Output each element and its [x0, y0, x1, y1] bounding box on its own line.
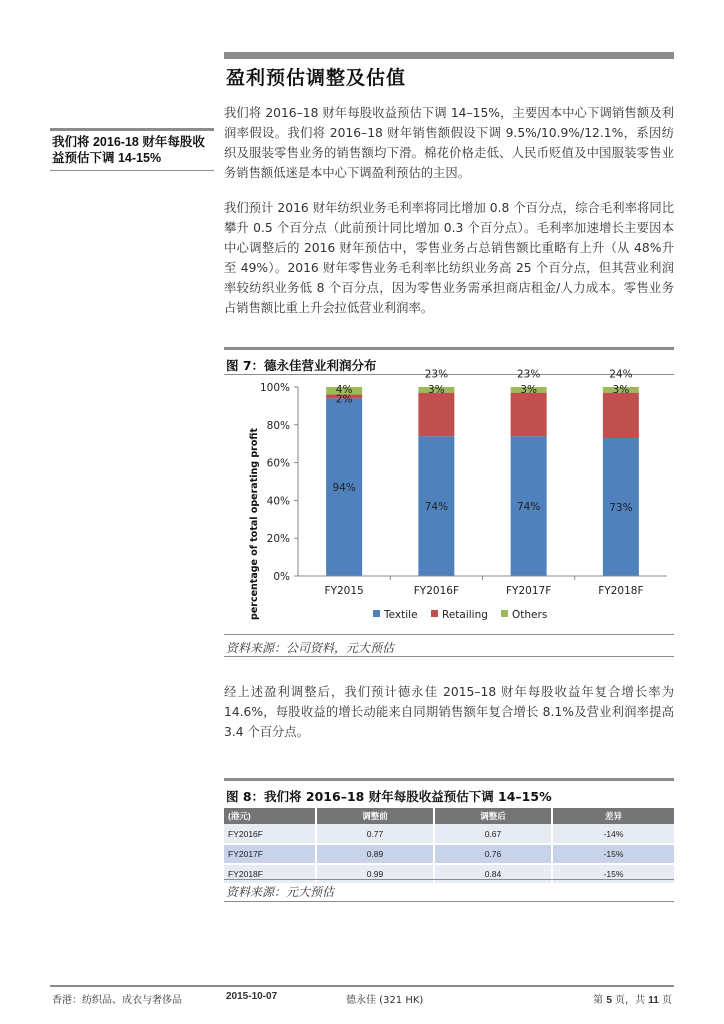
data-label: 23% [516, 368, 541, 381]
legend-label-textile: Textile [384, 609, 418, 621]
table-header-row [224, 808, 674, 824]
bar-retailing-fy2017f [511, 393, 547, 436]
data-label: 23% [424, 368, 449, 381]
bar-retailing-fy2016f [418, 393, 454, 436]
table-cell-diff: -15% [552, 864, 674, 884]
footer-sector: 香港：纺织品、成衣与奢侈品 [52, 995, 182, 1006]
figure7-chart [224, 368, 674, 632]
y-tick-label: 40% [266, 495, 290, 508]
x-tick-label: FY2018F [598, 585, 644, 597]
table-row [224, 864, 674, 884]
y-tick-label: 80% [266, 419, 290, 432]
table-cell-year: FY2017F [224, 844, 316, 864]
table-cell-before: 0.77 [316, 824, 434, 844]
figure7-source: 资料来源：公司资料，元大预估 [226, 641, 395, 655]
legend-swatch-textile [373, 610, 380, 617]
table-cell-after: 0.67 [434, 824, 552, 844]
sidenote-top-rule [50, 128, 214, 131]
data-label: 74% [516, 501, 541, 514]
legend-label-retailing: Retailing [442, 609, 488, 621]
data-label: 74% [424, 501, 449, 514]
y-tick-label: 20% [266, 533, 290, 546]
data-label: 24% [609, 368, 633, 381]
y-tick-label: 60% [266, 457, 290, 470]
figure7-source-rule [224, 656, 674, 657]
data-label: 3% [612, 384, 630, 396]
data-label: 94% [332, 482, 356, 495]
table-cell-diff: -14% [552, 824, 674, 844]
sidenote: 我们将 2016-18 财年每股收益预估下调 14-15% [52, 135, 205, 165]
section-title: 盈利预估调整及估值 [226, 67, 407, 89]
table-row [224, 844, 674, 864]
paragraph-2: 我们预计 2016 财年纺织业务毛利率将同比增加 0.8 个百分点，综合毛利率将同比攀升 0.5 个百分点（此前预计同比增加 0.3 个百分点）。毛利率加速增长主要因本中心调整后的 2016 财年预估中，零售业务占总销售额比重略有上升（从 48%升至 49%）。2016 财年零售业务毛利率比纺织业务高 25 个百分点，但其营业利润率较纺织业务低 8 个百分点，因为零售业务需承担商店租金/人力成本。零售业务占销售额比重上升会拉低营业利润率。 [224, 201, 674, 315]
footer-page-number [593, 991, 672, 1006]
footer-date: 2015-10-07 [226, 991, 278, 1002]
data-label: 3% [428, 384, 445, 396]
table-cell-before: 0.99 [316, 864, 434, 884]
footer-page-suffix: 页 [658, 995, 672, 1006]
table-cell-after: 0.76 [434, 844, 552, 864]
x-tick-label: FY2015 [324, 585, 364, 597]
data-label: 3% [520, 384, 537, 396]
eps-revision-table [224, 808, 674, 885]
paragraph-1: 我们将 2016–18 财年每股收益预估下调 14–15%，主要因本中心下调销售额及利润率假设。我们将 2016–18 财年销售额假设下调 9.5%/10.9%/12.1%，系因纺织及服装零售业务的销售额均下滑。棉花价格走低、人民币贬值及中国服装零售业务销售额低迷是本中心下调盈利预估的主因。 [224, 106, 674, 180]
footer-page-mid: 页，共 [611, 995, 649, 1006]
data-label: 4% [335, 384, 353, 396]
legend-swatch-retailing [431, 610, 438, 617]
figure8-bottom-rule [224, 879, 674, 880]
x-tick-label: FY2017F [506, 585, 552, 597]
footer-rule [50, 985, 674, 987]
table-header-after: 调整后 [434, 808, 552, 824]
data-label: 73% [609, 502, 633, 515]
table-header-unit: (港元) [224, 808, 316, 824]
chart-y-axis-title: percentage of total operating profit [249, 428, 260, 620]
figure7-top-rule [224, 347, 674, 350]
y-tick-label: 100% [259, 382, 290, 394]
bar-retailing-fy2018f [603, 393, 639, 438]
footer-page-current: 5 [606, 995, 612, 1006]
figure7-title: 图 7：德永佳营业利润分布 [226, 358, 377, 373]
data-label: 2% [335, 393, 353, 406]
footer-page-total: 11 [648, 995, 659, 1006]
y-tick-label: 0% [273, 571, 290, 583]
table-cell-year: FY2018F [224, 864, 316, 884]
legend-label-others: Others [512, 609, 548, 621]
legend-swatch-others [501, 610, 508, 617]
top-divider [224, 52, 674, 59]
table-header-diff: 差异 [552, 808, 674, 824]
table-header-before: 调整前 [316, 808, 434, 824]
figure7-bottom-rule [224, 634, 674, 635]
table-cell-before: 0.89 [316, 844, 434, 864]
footer-company: 德永佳 (321 HK) [346, 995, 424, 1006]
table-row [224, 824, 674, 844]
figure8-source: 资料来源：元大预估 [226, 885, 335, 899]
figure7-title-rule [224, 374, 674, 375]
x-tick-label: FY2016F [413, 585, 459, 597]
table-cell-year: FY2016F [224, 824, 316, 844]
table-cell-diff: -15% [552, 844, 674, 864]
paragraph-3: 经上述盈利调整后，我们预计德永佳 2015–18 财年每股收益年复合增长率为 14.6%，每股收益的增长动能来自同期销售额年复合增长 8.1%及营业利润率提高 3.4 个百分点。 [224, 685, 674, 739]
sidenote-bottom-rule [50, 170, 214, 171]
figure8-source-rule [224, 901, 674, 902]
figure8-title: 图 8：我们将 2016–18 财年每股收益预估下调 14–15% [226, 789, 552, 804]
table-cell-after: 0.84 [434, 864, 552, 884]
footer-page-prefix: 第 [593, 995, 607, 1006]
figure8-top-rule [224, 778, 674, 781]
